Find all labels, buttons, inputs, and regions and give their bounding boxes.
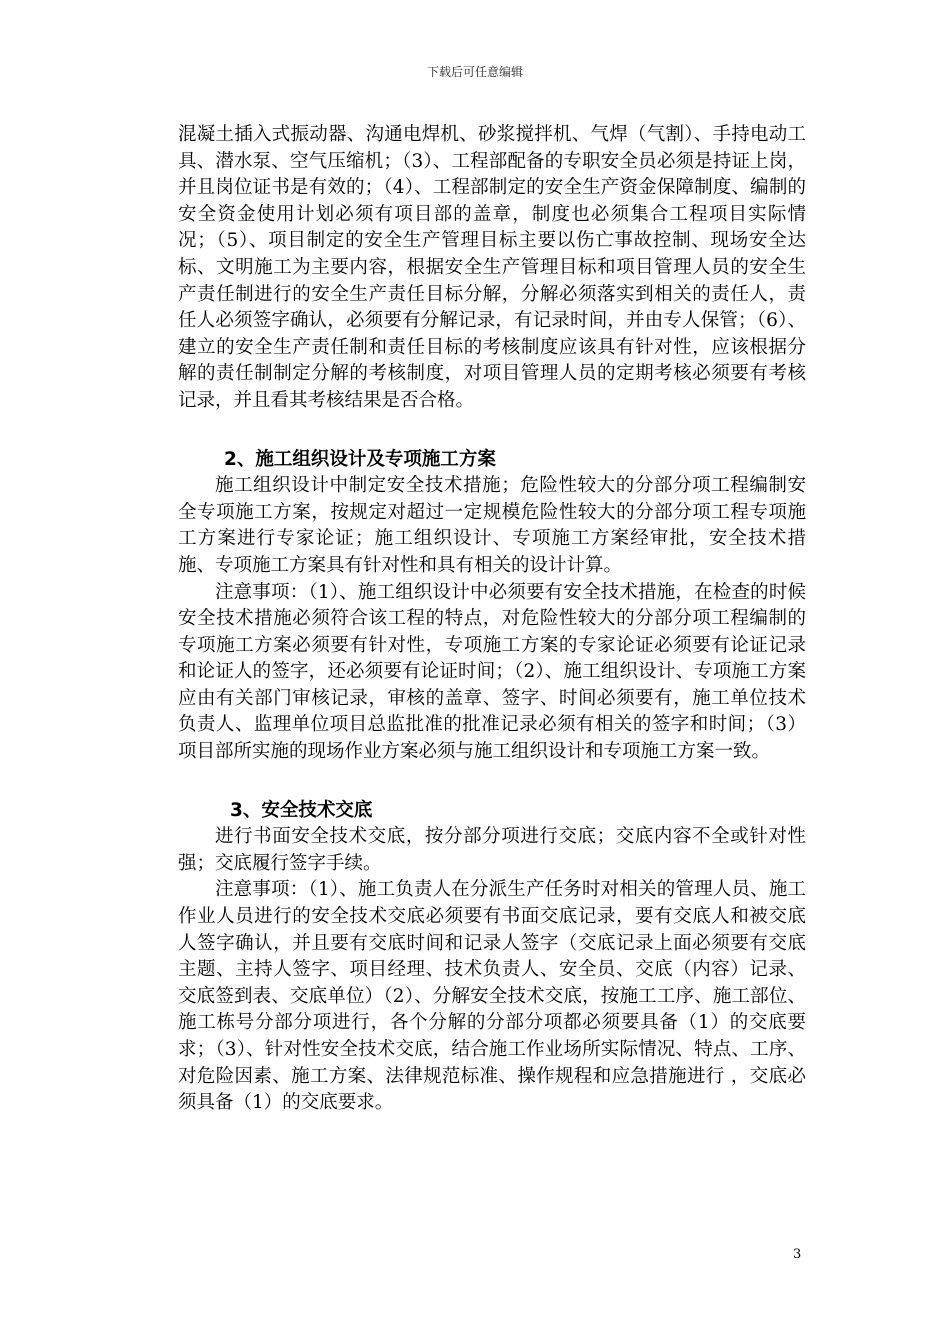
section-heading-3: 3、安全技术交底: [230, 799, 373, 821]
paragraph-continued: 混凝土插入式振动器、沟通电焊机、砂浆搅拌机、气焊（气割）、手持电动工具、潜水泵、空气压缩机；（3）、工程部配备的专职安全员必须是持证上岗，并且岗位证书是有效的；（4）、工程部制定的安全生产资金保障制度、编制的安全资金使用计划必须有项目部的盖章，制度也必须集合工程项目实际情况；（5）、项目制定的安全生产管理目标主要以伤亡事故控制、现场安全达标、文明施工为主要内容，根据安全生产管理目标和项目管理人员的安全生产责任制进行的安全生产责任目标分解，分解必须落实到相关的责任人，责任人必须签字确认，必须要有分解记录，有记录时间，并由专人保管；（6）、建立的安全生产责任制和责任目标的考核制度应该具有针对性，应该根据分解的责任制制定分解的考核制度，对项目管理人员的定期考核必须要有考核记录，并且看其考核结果是否合格。: [178, 124, 806, 411]
page-number: 3: [793, 1247, 802, 1262]
paragraph-section3-notes: 注意事项：（1）、施工负责人在分派生产任务时对相关的管理人员、施工作业人员进行的安全技术交底必须要有书面交底记录，要有交底人和被交底人签字确认，并且要有交底时间和记录人签字（交底记录上面必须要有交底主题、主持人签字、项目经理、技术负责人、安全员、交底（内容）记录、交底签到表、交底单位）（2）、分解安全技术交底，按施工工序、施工部位、施工栋号分部分项进行，各个分解的分部分项都必须要具备（1）的交底要求；（3）、针对性安全技术交底，结合施工作业场所实际情况、特点、工序、对危险因素、施工方案、法律规范标准、操作规程和应急措施进行 ，交底必须具备（1）的交底要求。: [178, 879, 806, 1114]
section-heading-2: 2、施工组织设计及专项施工方案: [224, 448, 496, 470]
header-note: 下载后可任意编辑: [426, 65, 523, 79]
paragraph-section2-summary: 施工组织设计中制定安全技术措施；危险性较大的分部分项工程编制安全专项施工方案，按规定对超过一定规模危险性较大的分部分项工程专项施工方案进行专家论证；施工组织设计、专项施工方案经审批，安全技术措施、专项施工方案具有针对性和具有相关的设计计算。: [178, 475, 806, 576]
document-body: [178, 122, 806, 1117]
paragraph-section2-notes: 注意事项：（1）、施工组织设计中必须要有安全技术措施，在检查的时候安全技术措施必须符合该工程的特点，对危险性较大的分部分项工程编制的专项施工方案必须要有针对性，专项施工方案的专家论证必须要有论证记录和论证人的签字，还必须要有论证时间；（2）、施工组织设计、专项施工方案应由有关部门审核记录，审核的盖章、签字、时间必须要有，施工单位技术负责人、监理单位项目总监批准的批准记录必须有相关的签字和时间；（3）项目部所实施的现场作业方案必须与施工组织设计和专项施工方案一致。: [178, 581, 806, 763]
paragraph-section3-summary: 进行书面安全技术交底，按分部分项进行交底；交底内容不全或针对性强；交底履行签字手续。: [178, 826, 806, 874]
